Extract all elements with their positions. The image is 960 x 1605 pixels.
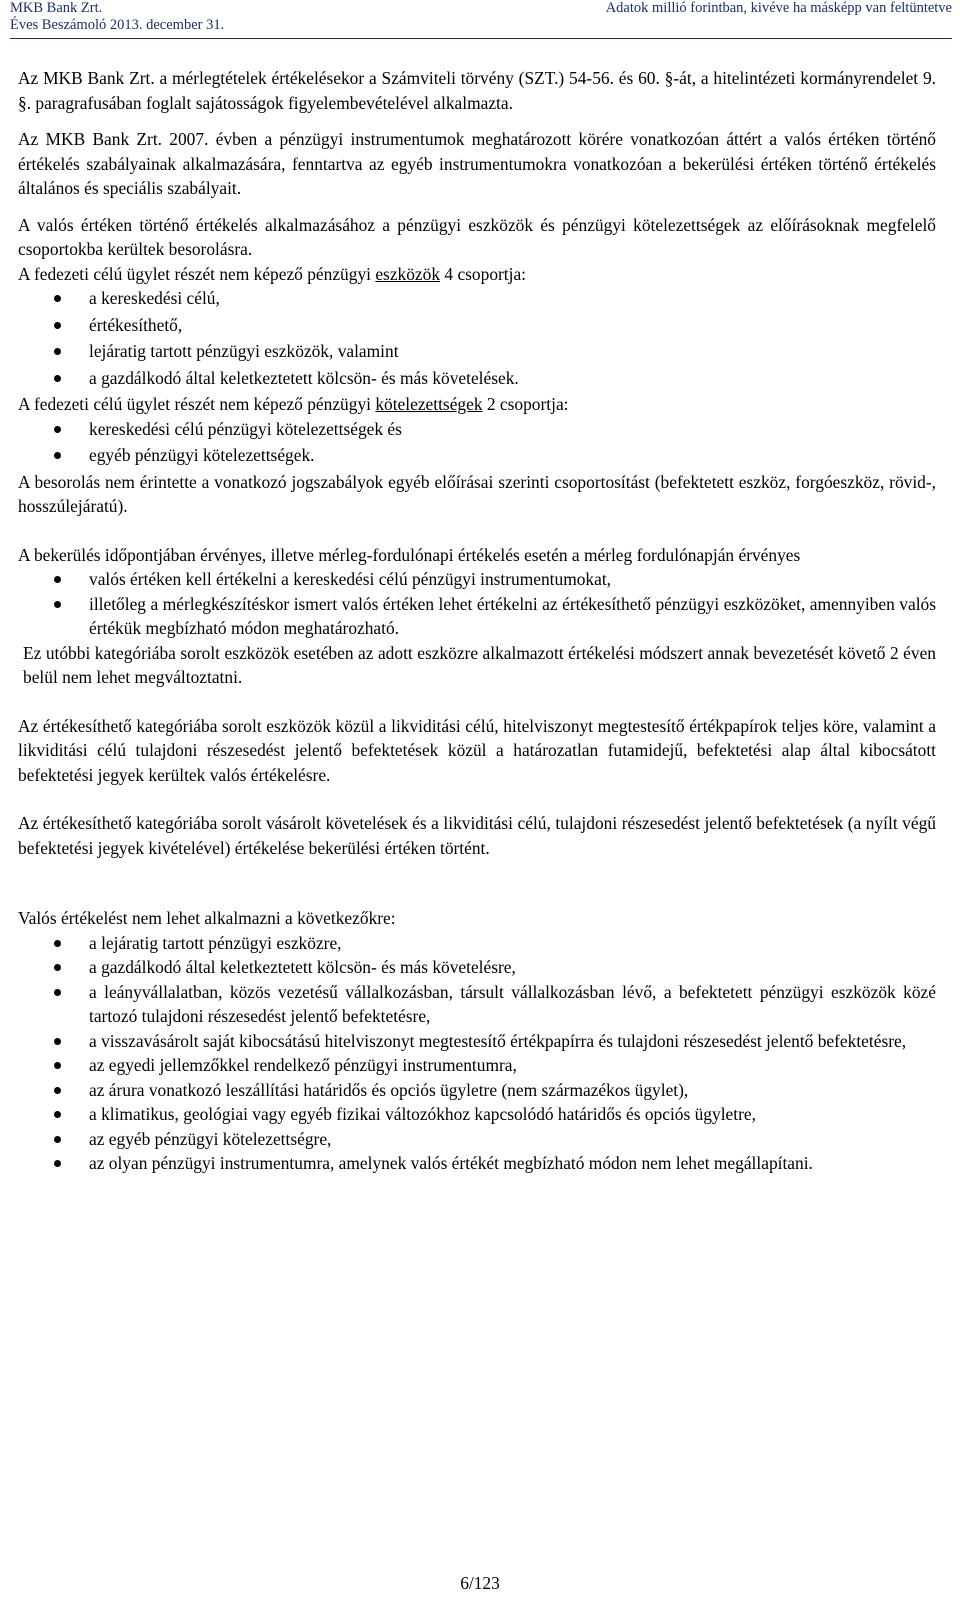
list-item: az egyéb pénzügyi kötelezettségre, [18, 1127, 936, 1152]
paragraph-7: A bekerülés időpontjában érvényes, illetve mérleg-fordulónapi értékelés esetén a mérleg fordulónapján érvényes [18, 544, 801, 565]
underlined-term: kötelezettségek [375, 394, 483, 414]
list-item: a kereskedési célú, [18, 286, 936, 311]
list-item: az egyedi jellemzőkkel rendelkező pénzügyi instrumentumra, [18, 1053, 936, 1078]
header-report-title: Éves Beszámoló 2013. december 31. [10, 17, 225, 33]
list-item: az árura vonatkozó leszállítási határidős és opciós ügyletre (nem származékos ügylet), [18, 1078, 936, 1103]
list-item: a gazdálkodó által keletkeztetett kölcsön- és más követelések. [18, 366, 936, 391]
page-number: 6/123 [460, 1573, 500, 1593]
paragraph-3: A valós értéken történő értékelés alkalmazásához a pénzügyi eszközök és pénzügyi kötelezettségek az előírásoknak megfelelő csoportokba kerültek besorolásra. [18, 214, 936, 259]
paragraph-6: A besorolás nem érintette a vonatkozó jogszabályok egyéb előírásai szerinti csoportosítást (befektetett eszköz, forgóeszköz, rövid-, hosszúlejáratú). [18, 471, 936, 516]
paragraph-9: Az értékesíthető kategóriába sorolt eszközök közül a likviditási célú, hitelviszonyt megtestesítő értékpapírok teljes köre, valamint a likviditási célú tulajdoni részesedést jelentő befektetések közül a határozatlan futamidejű, befektetési alap által kibocsátott befektetési jegyek kerültek valós értékelésre. [18, 715, 936, 785]
header-company: MKB Bank Zrt. [10, 0, 103, 16]
paragraph-10: Az értékesíthető kategóriába sorolt vásárolt követelések és a likviditási célú, tulajdoni részesedést jelentő befektetések (a nyílt végű befektetési jegyek kivételével) értékelése bekerülési értéken történt. [18, 813, 936, 858]
page-header [0, 0, 960, 40]
header-units-note: Adatok millió forintban, kivéve ha másképp van feltüntetve [605, 0, 952, 16]
liability-groups-list [18, 417, 936, 468]
paragraph-11: Valós értékelést nem lehet alkalmazni a következőkre: [18, 908, 396, 928]
list-item: kereskedési célú pénzügyi kötelezettségek és [18, 417, 936, 442]
list-item: a leányvállalatban, közös vezetésű vállalkozásban, társult vállalkozásban lévő, a befektetett pénzügyi eszközök közé tartozó tulajdoni részesedést jelentő befektetésre, [18, 980, 936, 1029]
list-item: a lejáratig tartott pénzügyi eszközre, [18, 931, 936, 956]
list-item: illetőleg a mérlegkészítéskor ismert valós értéken lehet értékelni az értékesíthető pénzügyi eszközöket, amennyiben valós értékük megbízható módon meghatározható. [18, 592, 936, 641]
list-item: értékesíthető, [18, 313, 936, 338]
paragraph-1: Az MKB Bank Zrt. a mérlegtételek értékelésekor a Számviteli törvény (SZT.) 54-56. és 60. §-át, a hitelintézeti kormányrendelet 9. §. paragrafusában foglalt sajátosságok figyelembevételével alkalmazta. [18, 68, 936, 113]
valuation-list [18, 567, 936, 641]
list-item: egyéb pénzügyi kötelezettségek. [18, 443, 936, 468]
document-body [18, 66, 936, 1176]
list-item: az olyan pénzügyi instrumentumra, amelynek valós értékét megbízható módon nem lehet megállapítani. [18, 1151, 936, 1176]
asset-groups-list [18, 286, 936, 390]
exclusions-list [18, 931, 936, 1176]
list-item: a visszavásárolt saját kibocsátású hitelviszonyt megtestesítő értékpapírra és tulajdoni részesedést jelentő befektetésre, [18, 1029, 936, 1054]
list-item: valós értéken kell értékelni a kereskedési célú pénzügyi instrumentumokat, [18, 567, 936, 592]
paragraph-8: Ez utóbbi kategóriába sorolt eszközök esetében az adott eszközre alkalmazott értékelési módszert annak bevezetését követő 2 éven belül nem lehet megváltoztatni. [23, 642, 936, 687]
list-item: a gazdálkodó által keletkeztetett kölcsön- és más követelésre, [18, 955, 936, 980]
header-divider [10, 38, 952, 39]
paragraph-4: A fedezeti célú ügylet részét nem képező pénzügyi eszközök 4 csoportja: [18, 263, 527, 284]
underlined-term: eszközök [375, 263, 441, 284]
list-item: a klimatikus, geológiai vagy egyéb fizikai változókhoz kapcsolódó határidős és opciós ügyletre, [18, 1102, 936, 1127]
list-item: lejáratig tartott pénzügyi eszközök, valamint [18, 339, 936, 364]
paragraph-5: A fedezeti célú ügylet részét nem képező pénzügyi kötelezettségek 2 csoportja: [18, 394, 569, 414]
paragraph-2: Az MKB Bank Zrt. 2007. évben a pénzügyi instrumentumok meghatározott körére vonatkozóan áttért a valós értéken történő értékelés szabályainak alkalmazására, fenntartva az egyéb instrumentumokra vonatkozóan a bekerülési értéken történő értékelés általános és speciális szabályait. [18, 129, 936, 198]
